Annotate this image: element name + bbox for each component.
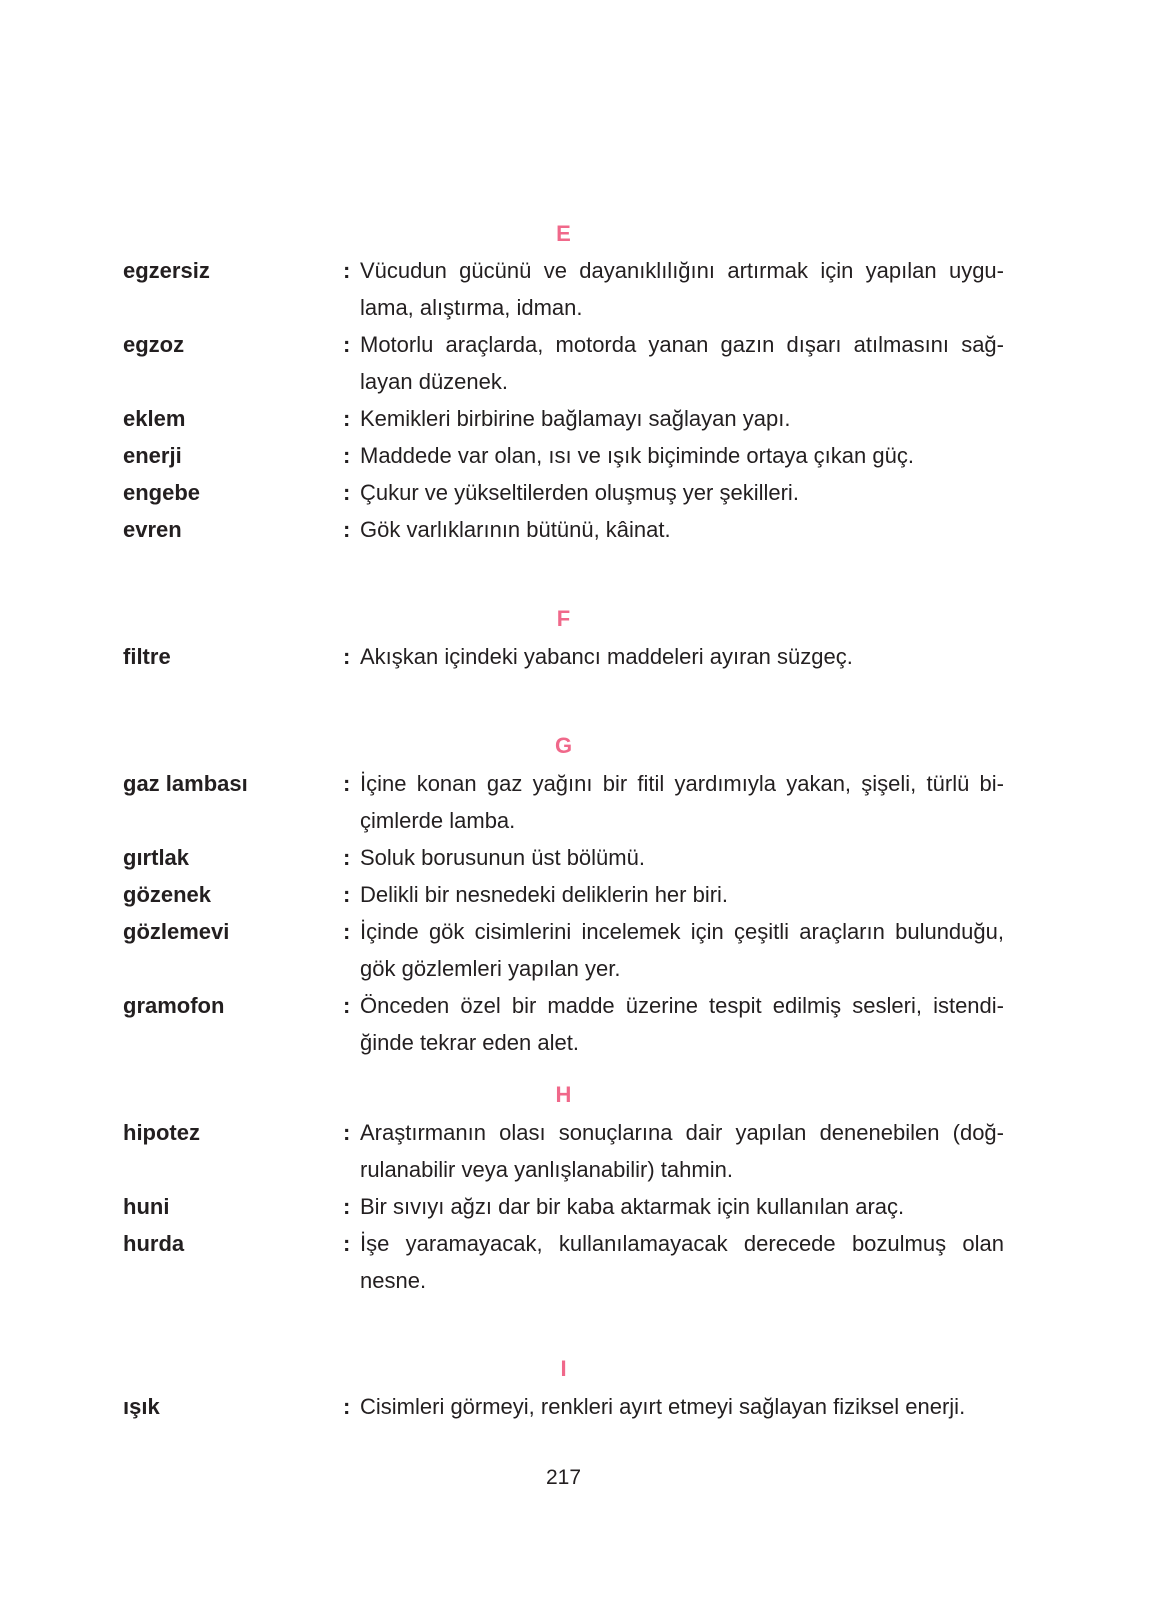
definition-line: Akışkan içindeki yabancı maddeleri ayıran süzgeç. (360, 644, 853, 669)
entry-definition (360, 638, 1004, 675)
entry-definition (360, 839, 1004, 876)
entry-definition (360, 400, 1004, 437)
letter-heading-i: I (560, 1356, 567, 1381)
entry-term: ışık (123, 1394, 160, 1419)
definition-line: Önceden özel bir madde üzerine tespit edilmiş sesleri, istendi- (360, 993, 1004, 1018)
entry-colon: : (343, 480, 351, 505)
entry-definition (360, 1225, 1004, 1299)
definition-line: Bir sıvıyı ağzı dar bir kaba aktarmak için kullanılan araç. (360, 1194, 905, 1219)
definition-line: İçinde gök cisimlerini incelemek için çeşitli araçların bulunduğu, (360, 919, 1004, 944)
definition-line: Cisimleri görmeyi, renkleri ayırt etmeyi sağlayan fiziksel enerji. (360, 1394, 966, 1419)
entry-colon: : (343, 919, 351, 944)
entry-colon: : (343, 882, 351, 907)
entry-definition (360, 437, 1004, 474)
entry-term: huni (123, 1194, 170, 1219)
definition-line: Araştırmanın olası sonuçlarına dair yapılan denenebilen (doğ- (360, 1120, 1004, 1145)
entry-colon: : (343, 1120, 351, 1145)
entry-definition (360, 987, 1004, 1061)
entry-term: egzersiz (123, 258, 210, 283)
letter-heading-h: H (555, 1082, 572, 1107)
definition-line: layan düzenek. (360, 369, 508, 394)
definition-line: çimlerde lamba. (360, 808, 516, 833)
entry-term: hipotez (123, 1120, 200, 1145)
entry-definition (360, 511, 1004, 548)
entry-colon: : (343, 644, 351, 669)
definition-line: Çukur ve yükseltilerden oluşmuş yer şekilleri. (360, 480, 799, 505)
entry-colon: : (343, 1394, 351, 1419)
entry-term: gırtlak (123, 845, 190, 870)
entry-definition (360, 474, 1004, 511)
entry-term: filtre (123, 644, 171, 669)
entry-colon: : (343, 258, 351, 283)
entry-term: engebe (123, 480, 201, 505)
definition-line: ğinde tekrar eden alet. (360, 1030, 579, 1055)
entry-colon: : (343, 1194, 351, 1219)
entry-colon: : (343, 517, 351, 542)
entry-term: gözlemevi (123, 919, 230, 944)
entry-term: enerji (123, 443, 182, 468)
definition-line: İçine konan gaz yağını bir fitil yardımıyla yakan, şişeli, türlü bi- (360, 771, 1004, 796)
entry-colon: : (343, 443, 351, 468)
definition-line: Soluk borusunun üst bölümü. (360, 845, 645, 870)
letter-heading-f: F (556, 606, 571, 631)
entry-term: egzoz (123, 332, 185, 357)
definition-line: gök gözlemleri yapılan yer. (360, 956, 621, 981)
definition-line: Vücudun gücünü ve dayanıklılığını artırmak için yapılan uygu- (360, 258, 1004, 283)
definition-line: nesne. (360, 1268, 427, 1293)
entry-colon: : (343, 1231, 351, 1256)
entry-definition (360, 252, 1004, 326)
entry-term: eklem (123, 406, 186, 431)
entry-colon: : (343, 845, 351, 870)
entry-definition (360, 326, 1004, 400)
entry-term: gramofon (123, 993, 225, 1018)
definition-line: Delikli bir nesnedeki deliklerin her biri. (360, 882, 729, 907)
letter-heading-g: G (554, 733, 573, 758)
letter-heading-e: E (556, 221, 571, 246)
entry-definition (360, 876, 1004, 913)
definition-line: Gök varlıklarının bütünü, kâinat. (360, 517, 671, 542)
definition-line: İşe yaramayacak, kullanılamayacak derecede bozulmuş olan (360, 1231, 1004, 1256)
entry-term: gaz lambası (123, 771, 248, 796)
entry-definition (360, 913, 1004, 987)
entry-colon: : (343, 993, 351, 1018)
definition-line: Maddede var olan, ısı ve ışık biçiminde ortaya çıkan güç. (360, 443, 914, 468)
definition-line: lama, alıştırma, idman. (360, 295, 583, 320)
entry-term: gözenek (123, 882, 212, 907)
entry-term: evren (123, 517, 182, 542)
entry-term: hurda (123, 1231, 185, 1256)
definition-line: Motorlu araçlarda, motorda yanan gazın dışarı atılmasını sağ- (360, 332, 1004, 357)
entry-definition (360, 765, 1004, 839)
entry-colon: : (343, 332, 351, 357)
entry-definition (360, 1114, 1004, 1188)
page-number: 217 (545, 1466, 582, 1489)
entry-definition (360, 1388, 1004, 1425)
definition-line: rulanabilir veya yanlışlanabilir) tahmin. (360, 1157, 733, 1182)
entry-colon: : (343, 406, 351, 431)
entry-definition (360, 1188, 1004, 1225)
definition-line: Kemikleri birbirine bağlamayı sağlayan yapı. (360, 406, 791, 431)
entry-colon: : (343, 771, 351, 796)
